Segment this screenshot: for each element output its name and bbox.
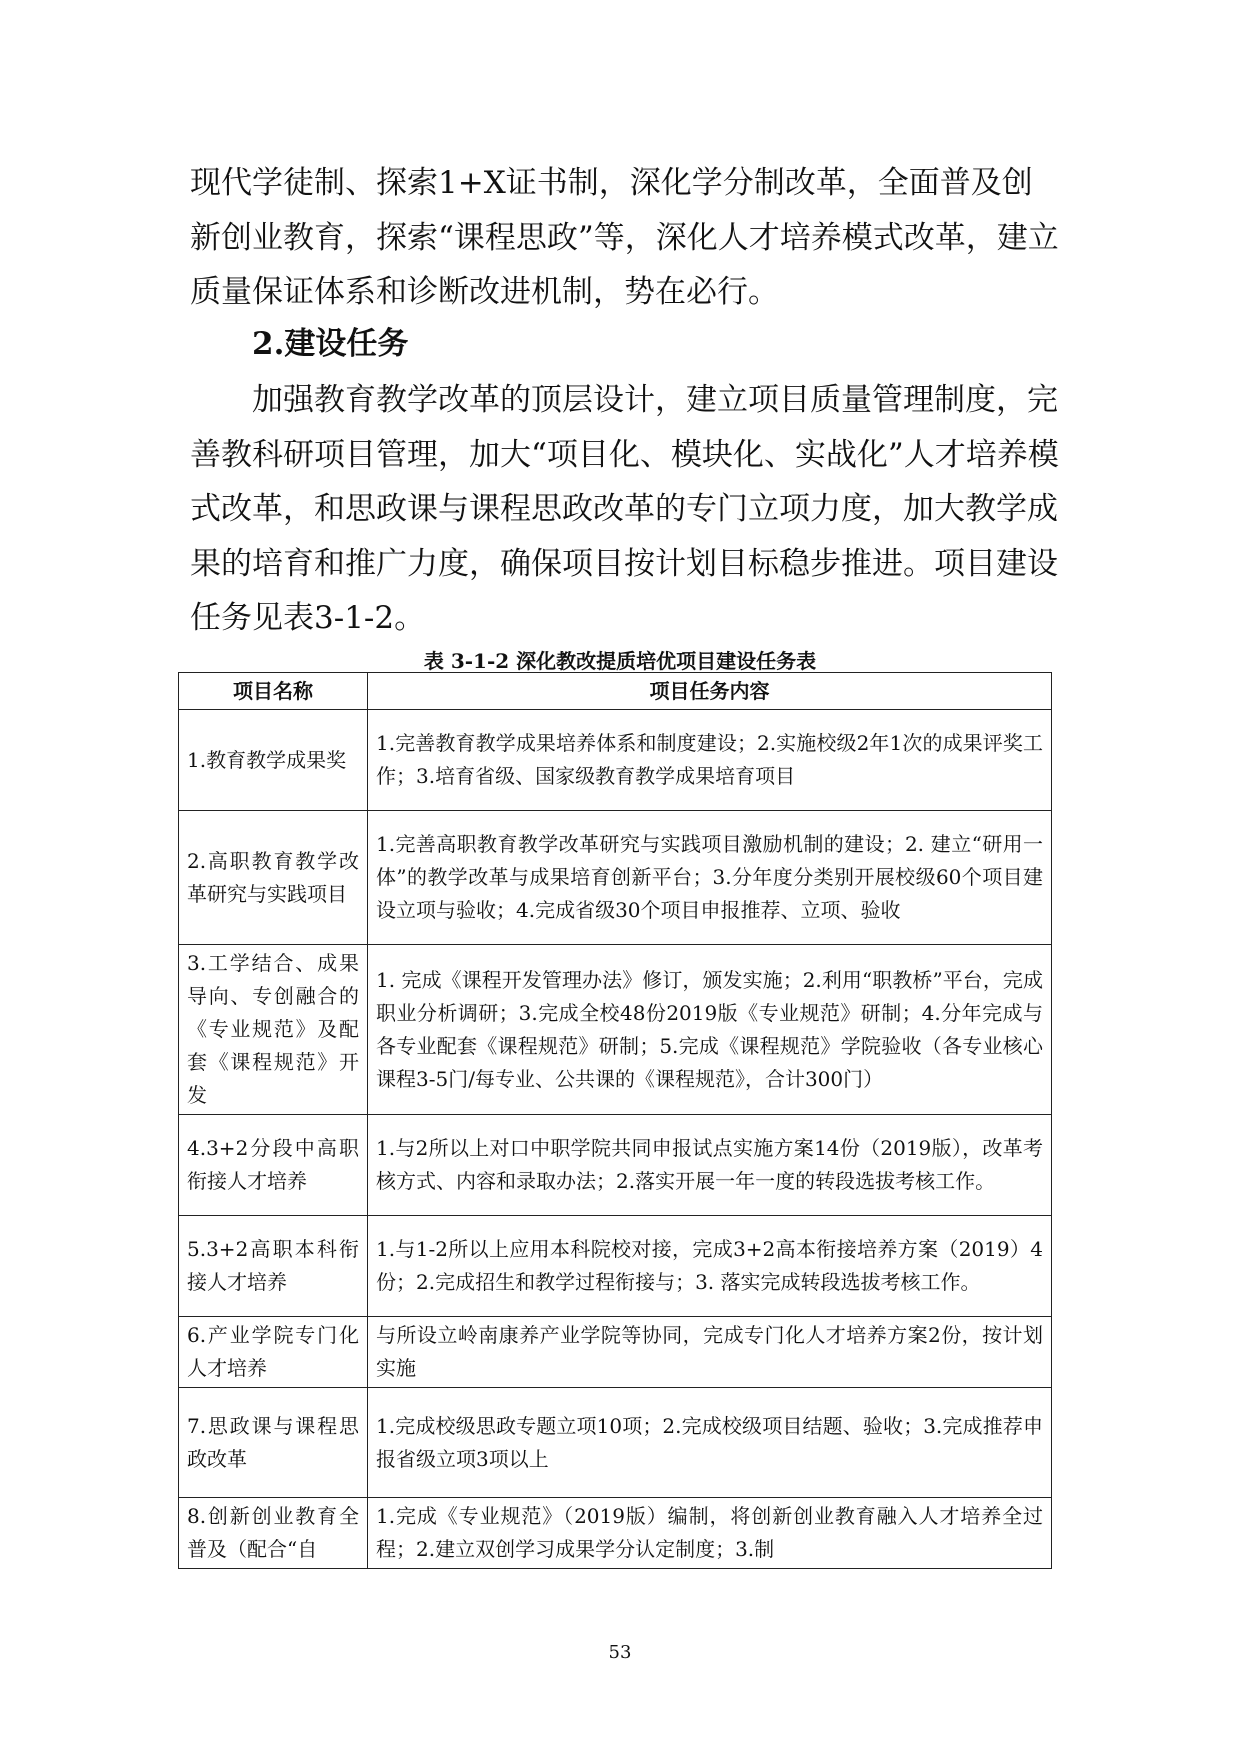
intro-paragraph: 现代学徒制、探索1+X证书制，深化学分制改革，全面普及创新创业教育，探索“课程思政”等，深化人才培养模式改革，建立质量保证体系和诊断改进机制，势在必行。 (190, 165, 1059, 310)
row-project-name: 1.教育教学成果奖 (179, 710, 368, 811)
row-project-name: 4.3+2分段中高职衔接人才培养 (179, 1115, 368, 1216)
table-row (179, 1388, 1052, 1498)
row-task-content: 1.完成校级思政专题立项10项；2.完成校级项目结题、验收；3.完成推荐申报省级立项3项以上 (368, 1388, 1052, 1498)
table-row (179, 710, 1052, 811)
row-project-name: 3.工学结合、成果导向、专创融合的《专业规范》及配套《课程规范》开发 (179, 945, 368, 1115)
row-project-name: 6.产业学院专门化人才培养 (179, 1317, 368, 1388)
row-project-name: 5.3+2高职本科衔接人才培养 (179, 1216, 368, 1317)
row-task-content: 与所设立岭南康养产业学院等协同，完成专门化人才培养方案2份，按计划实施 (368, 1317, 1052, 1388)
row-task-content: 1.与2所以上对口中职学院共同申报试点实施方案14份（2019版），改革考核方式、内容和录取办法；2.落实开展一年一度的转段选拔考核工作。 (368, 1115, 1052, 1216)
header-project-name: 项目名称 (179, 673, 368, 710)
row-task-content: 1.完善教育教学成果培养体系和制度建设；2.实施校级2年1次的成果评奖工作；3.培育省级、国家级教育教学成果培育项目 (368, 710, 1052, 811)
table-header-row (179, 673, 1052, 710)
row-project-name: 8.创新创业教育全普及（配合“自 (179, 1498, 368, 1569)
task-table (178, 672, 1052, 1569)
table-caption: 表 3-1-2 深化教改提质培优项目建设任务表 (423, 649, 817, 673)
table-row (179, 1498, 1052, 1569)
row-task-content: 1. 完成《课程开发管理办法》修订，颁发实施；2.利用“职教桥”平台，完成职业分析调研；3.完成全校48份2019版《专业规范》研制；4.分年完成与各专业配套《课程规范》研制；5.完成《课程规范》学院验收（各专业核心课程3-5门/每专业、公共课的《课程规范》，合计300门） (368, 945, 1052, 1115)
task-paragraph: 加强教育教学改革的顶层设计，建立项目质量管理制度，完善教科研项目管理，加大“项目化、模块化、实战化”人才培养模式改革，和思政课与课程思政改革的专门立项力度，加大教学成果的培育和推广力度，确保项目按计划目标稳步推进。项目建设任务见表3-1-2。 (190, 382, 1059, 636)
row-task-content: 1.完成《专业规范》（2019版）编制，将创新创业教育融入人才培养全过程；2.建立双创学习成果学分认定制度；3.制 (368, 1498, 1052, 1569)
section-heading: 2.建设任务 (252, 326, 409, 362)
header-task-content: 项目任务内容 (368, 673, 1052, 710)
row-project-name: 2.高职教育教学改革研究与实践项目 (179, 811, 368, 945)
row-task-content: 1.与1-2所以上应用本科院校对接，完成3+2高本衔接培养方案（2019）4份；2.完成招生和教学过程衔接与；3. 落实完成转段选拔考核工作。 (368, 1216, 1052, 1317)
row-project-name: 7.思政课与课程思政改革 (179, 1388, 368, 1498)
table-row (179, 1115, 1052, 1216)
row-task-content: 1.完善高职教育教学改革研究与实践项目激励机制的建设；2. 建立“研用一体”的教学改革与成果培育创新平台；3.分年度分类别开展校级60个项目建设立项与验收；4.完成省级30个项目申报推荐、立项、验收 (368, 811, 1052, 945)
table-row (179, 1216, 1052, 1317)
page-number: 53 (608, 1642, 632, 1663)
table-row (179, 1317, 1052, 1388)
table-row (179, 811, 1052, 945)
table-row (179, 945, 1052, 1115)
